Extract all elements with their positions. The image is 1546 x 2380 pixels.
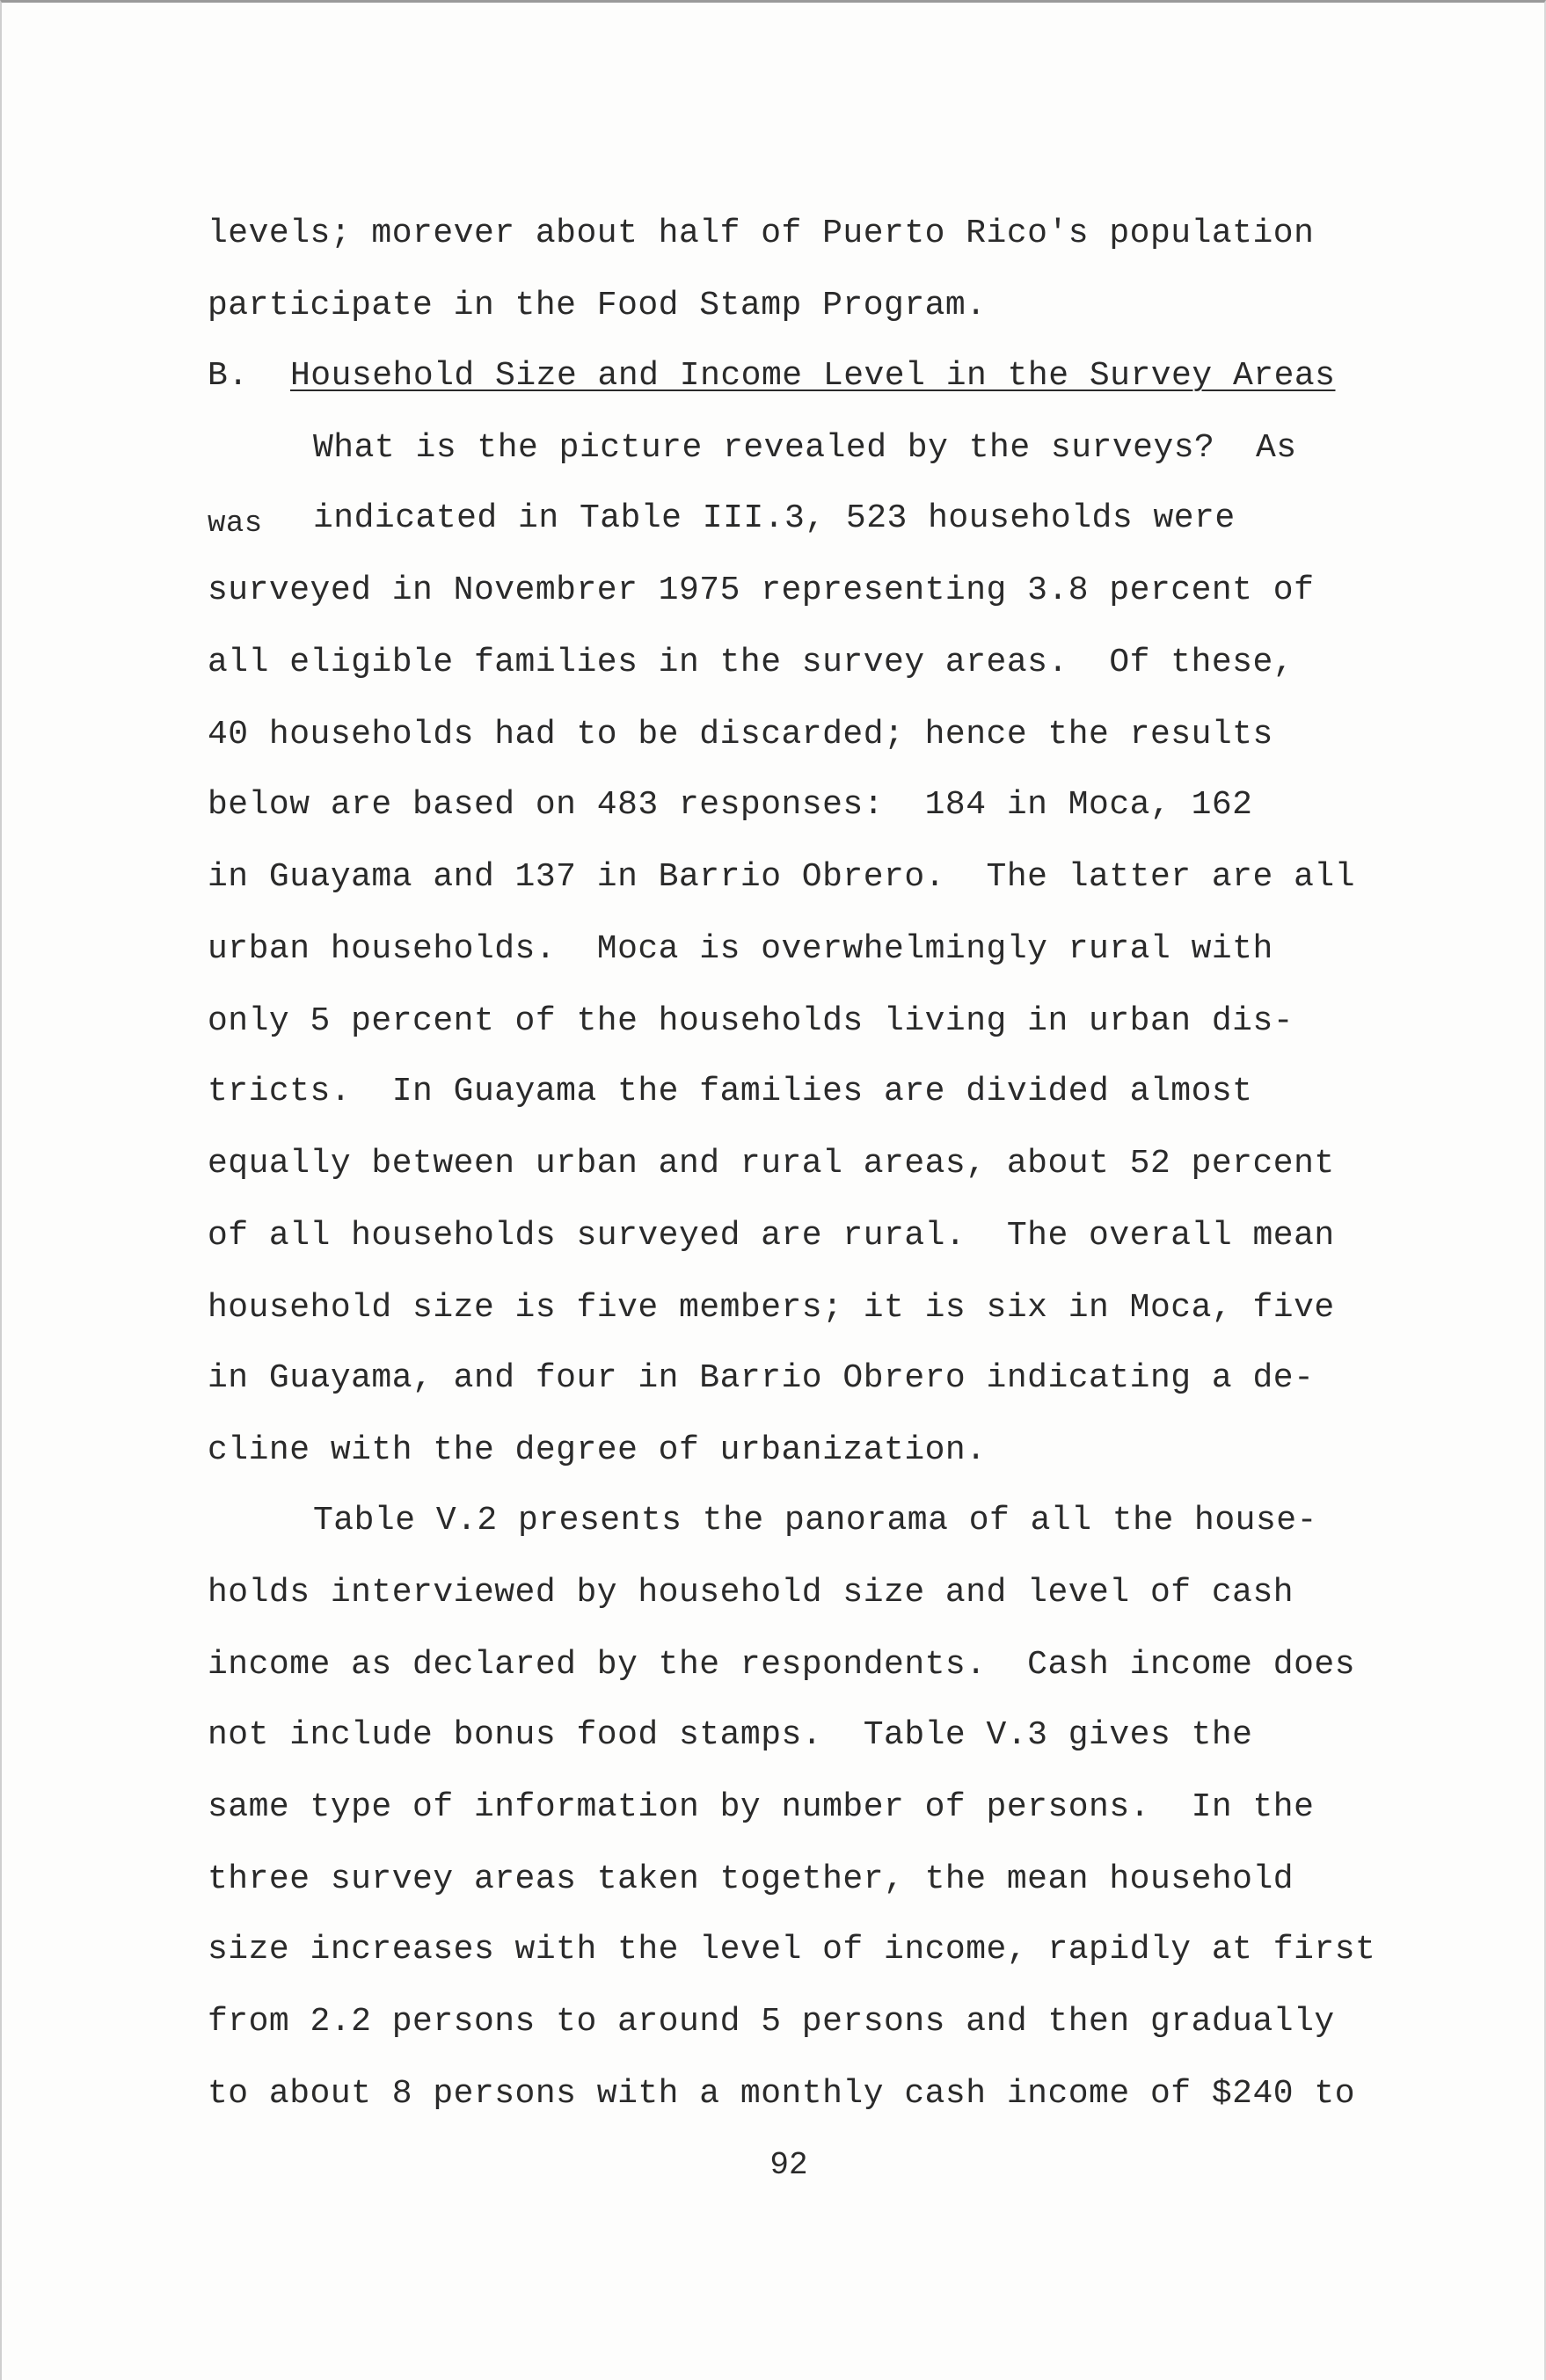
text-line-11: urban households. Moca is overwhelmingly rural with bbox=[208, 930, 1273, 968]
text-line-5a: was bbox=[208, 507, 263, 541]
section-label: B. bbox=[208, 357, 249, 395]
text-line-17: in Guayama, and four in Barrio Obrero indicating a de- bbox=[208, 1359, 1315, 1397]
text-line-7: all eligible families in the survey areas. Of these, bbox=[208, 644, 1294, 681]
text-line-26: from 2.2 persons to around 5 persons and then gradually bbox=[208, 2003, 1335, 2041]
text-line-27: to about 8 persons with a monthly cash income of $240 to bbox=[208, 2075, 1356, 2113]
text-line-19: Table V.2 presents the panorama of all the house- bbox=[313, 1502, 1317, 1539]
text-line-22: not include bonus food stamps. Table V.3 gives the bbox=[208, 1716, 1253, 1754]
text-line-15: of all households surveyed are rural. The overall mean bbox=[208, 1217, 1335, 1255]
text-line-6: surveyed in Novembrer 1975 representing 3.8 percent of bbox=[208, 571, 1315, 609]
text-line-10: in Guayama and 137 in Barrio Obrero. The latter are all bbox=[208, 858, 1356, 896]
text-line-23: same type of information by number of persons. In the bbox=[208, 1788, 1315, 1826]
page-number: 92 bbox=[769, 2147, 808, 2183]
text-line-8: 40 households had to be discarded; hence the results bbox=[208, 716, 1273, 753]
text-line-2: participate in the Food Stamp Program. bbox=[208, 287, 987, 324]
text-line-20: holds interviewed by household size and level of cash bbox=[208, 1574, 1294, 1612]
text-line-5b: indicated in Table III.3, 523 households were bbox=[313, 499, 1236, 537]
text-line-13: tricts. In Guayama the families are divided almost bbox=[208, 1073, 1253, 1110]
text-line-9: below are based on 483 responses: 184 in Moca, 162 bbox=[208, 786, 1253, 824]
text-line-1: levels; morever about half of Puerto Rico's population bbox=[208, 215, 1315, 252]
text-line-4: What is the picture revealed by the surveys? As bbox=[313, 429, 1297, 467]
text-line-24: three survey areas taken together, the mean household bbox=[208, 1860, 1294, 1898]
text-line-12: only 5 percent of the households living in urban dis- bbox=[208, 1002, 1294, 1040]
text-line-25: size increases with the level of income, rapidly at first bbox=[208, 1931, 1376, 1969]
text-line-21: income as declared by the respondents. Cash income does bbox=[208, 1646, 1356, 1684]
section-heading: Household Size and Income Level in the Survey Areas bbox=[290, 357, 1336, 395]
text-line-18: cline with the degree of urbanization. bbox=[208, 1431, 987, 1469]
text-line-14: equally between urban and rural areas, about 52 percent bbox=[208, 1145, 1335, 1183]
text-line-16: household size is five members; it is six in Moca, five bbox=[208, 1289, 1335, 1327]
